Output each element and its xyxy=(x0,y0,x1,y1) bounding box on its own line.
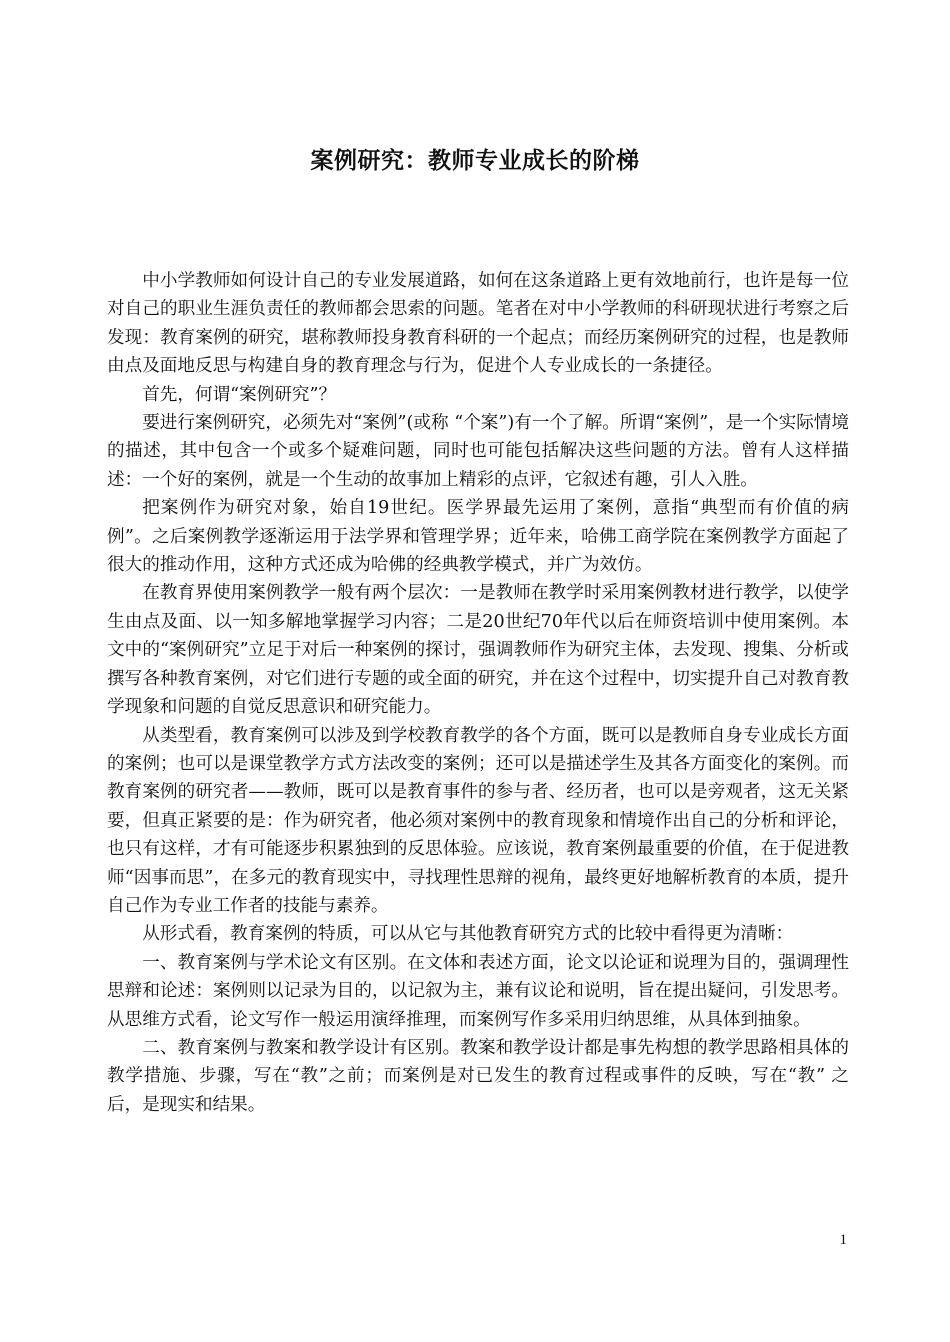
paragraph-form: 从形式看，教育案例的特质，可以从它与其他教育研究方式的比较中看得更为清晰： xyxy=(142,924,794,945)
paragraph-point-two: 二、教育案例与教案和教学设计有区别。教案和教学设计都是事先构想的教学思路相具体的教学措施、步骤，写在“教”之前；而案例是对已发生的教育过程或事件的反映，写在“教” 之后，是现实和结果。 xyxy=(107,1037,849,1115)
paragraph-intro: 中小学教师如何设计自己的专业发展道路，如何在这条道路上更有效地前行，也许是每一位对自己的职业生涯负责任的教师都会思索的问题。笔者在对中小学教师的科研现状进行考察之后发现：教育案例的研究，堪称教师投身教育科研的一个起点；而经历案例研究的过程，也是教师由点及面地反思与构建自身的教育理念与行为，促进个人专业成长的一条捷径。 xyxy=(107,271,849,377)
paragraph-history: 把案例作为研究对象，始自19世纪。医学界最先运用了案例，意指“典型而有价值的病例”。之后案例教学逐渐运用于法学界和管理学界；近年来，哈佛工商学院在案例教学方面起了很大的推动作用，这种方式还成为哈佛的经典教学模式，并广为效仿。 xyxy=(107,498,849,576)
paragraph-point-one: 一、教育案例与学术论文有区别。在文体和表述方面，论文以论证和说理为目的，强调理性思辩和论述：案例则以记录为目的，以记叙为主，兼有议论和说明，旨在提出疑问，引发思考。从思维方式看，论文写作一般运用演绎推理，而案例写作多采用归纳思维，从具体到抽象。 xyxy=(107,952,849,1030)
document-title: 案例研究：教师专业成长的阶梯 xyxy=(310,148,640,174)
paragraph-types: 从类型看，教育案例可以涉及到学校教育教学的各个方面，既可以是教师自身专业成长方面的案例；也可以是课堂教学方式方法改变的案例；还可以是描述学生及其各方面变化的案例。而教育案例的研究者——教师，既可以是教育事件的参与者、经历者，也可以是旁观者，这无关紧要，但真正紧要的是：作为研究者，他必须对案例中的教育现象和情境作出自己的分析和评论，也只有这样，才有可能逐步积累独到的反思体验。应该说，教育案例最重要的价值，在于促进教师“因事而思”，在多元的教育现实中，寻找理性思辩的视角，最终更好地解析教育的本质，提升自己作为专业工作者的技能与素养。 xyxy=(107,725,849,916)
paragraph-definition: 要进行案例研究，必须先对“案例”(或称 “个案”)有一个了解。所谓“案例”，是一个实际情境的描述，其中包含一个或多个疑难问题，同时也可能包括解决这些问题的方法。曾有人这样描述：一个好的案例，就是一个生动的故事加上精彩的点评，它叙述有趣，引人入胜。 xyxy=(107,413,849,490)
document-body xyxy=(107,267,849,1119)
paragraph-question: 首先，何谓“案例研究”？ xyxy=(142,384,337,405)
page-number: 1 xyxy=(839,1232,847,1248)
paragraph-levels: 在教育界使用案例教学一般有两个层次：一是教师在教学时采用案例教材进行教学，以使学生由点及面、以一知多解地掌握学习内容；二是20世纪70年代以后在师资培训中使用案例。本文中的“案例研究”立足于对后一种案例的探讨，强调教师作为研究主体，去发现、搜集、分析或撰写各种教育案例，对它们进行专题的或全面的研究，并在这个过程中，切实提升自己对教育教学现象和问题的自觉反思意识和研究能力。 xyxy=(107,583,849,718)
